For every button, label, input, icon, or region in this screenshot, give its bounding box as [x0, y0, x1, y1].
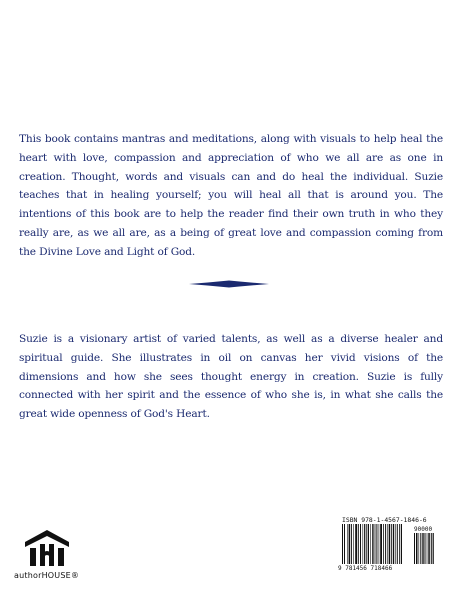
barcode-bar [364, 524, 365, 564]
barcode-bar [387, 524, 388, 564]
barcode-number: 9 781456 718466 [338, 565, 393, 572]
barcode-bar [383, 524, 384, 564]
barcode-bar [347, 524, 348, 564]
barcode-bar [425, 533, 426, 564]
barcode-bar [370, 524, 371, 564]
barcode-bar [391, 524, 392, 564]
barcode-bar [379, 524, 380, 564]
barcode-bar [360, 524, 361, 564]
author-bio: Suzie is a visionary artist of varied talents, as well as a diverse healer and spiritual guide. She illustrates in oil on canvas her vivid visions of the dimensions and how she sees thought energy in creation. Suzie is fully connected with her spirit and the essence of who she is, in what she calls the great wide openness of God's Heart. [19, 333, 443, 421]
isbn-label: ISBN 978-1-4567-1846-6 [342, 516, 427, 524]
barcode-bar [385, 524, 386, 564]
barcode-bar [419, 533, 420, 564]
barcode-bar [355, 524, 357, 564]
barcode-bar [433, 533, 434, 564]
barcode-bar [344, 524, 345, 564]
barcode-bar [368, 524, 369, 564]
barcode-bar [397, 524, 398, 564]
barcode-bar [389, 524, 391, 564]
barcode-bar [428, 533, 430, 564]
barcode-bar [351, 524, 352, 564]
authorhouse-logo-icon [22, 528, 72, 570]
barcode-bar [349, 524, 351, 564]
barcode-bar [427, 533, 428, 564]
price-barcode [414, 533, 438, 564]
barcode-bar [414, 533, 415, 564]
barcode-bar [399, 524, 400, 564]
ornamental-divider [189, 280, 269, 288]
barcode-bar [366, 524, 367, 564]
barcode-bar [416, 533, 418, 564]
barcode-bar [420, 533, 421, 564]
barcode-bar [431, 533, 432, 564]
barcode-bar [376, 524, 377, 564]
barcode-bar [358, 524, 359, 564]
price-code: 90000 [414, 526, 433, 533]
barcode-bar [401, 524, 402, 564]
barcode-bar [342, 524, 343, 564]
barcode-bar [380, 524, 382, 564]
barcode-bar [422, 533, 423, 564]
publisher-name: authorHOUSE® [14, 571, 80, 580]
barcode-bar [393, 524, 394, 564]
book-description: This book contains mantras and meditations, along with visuals to help heal the heart with love, compassion and appreciation of who we all are as one in creation. Thought, words and visuals can and do heal the individual. Suzie teaches that in healing yourself; you will heal all that is around you. The intentions of this book are to help the reader find their own truth in who they really are, as we all are, as a being of great love and compassion coming from the Divine Love and Light of God. [19, 133, 443, 258]
barcode-bar [395, 524, 396, 564]
barcode-bar [353, 524, 354, 564]
barcode-bar [375, 524, 376, 564]
barcode-bar [372, 524, 373, 564]
barcode-bar [363, 524, 364, 564]
isbn-barcode [342, 524, 412, 564]
